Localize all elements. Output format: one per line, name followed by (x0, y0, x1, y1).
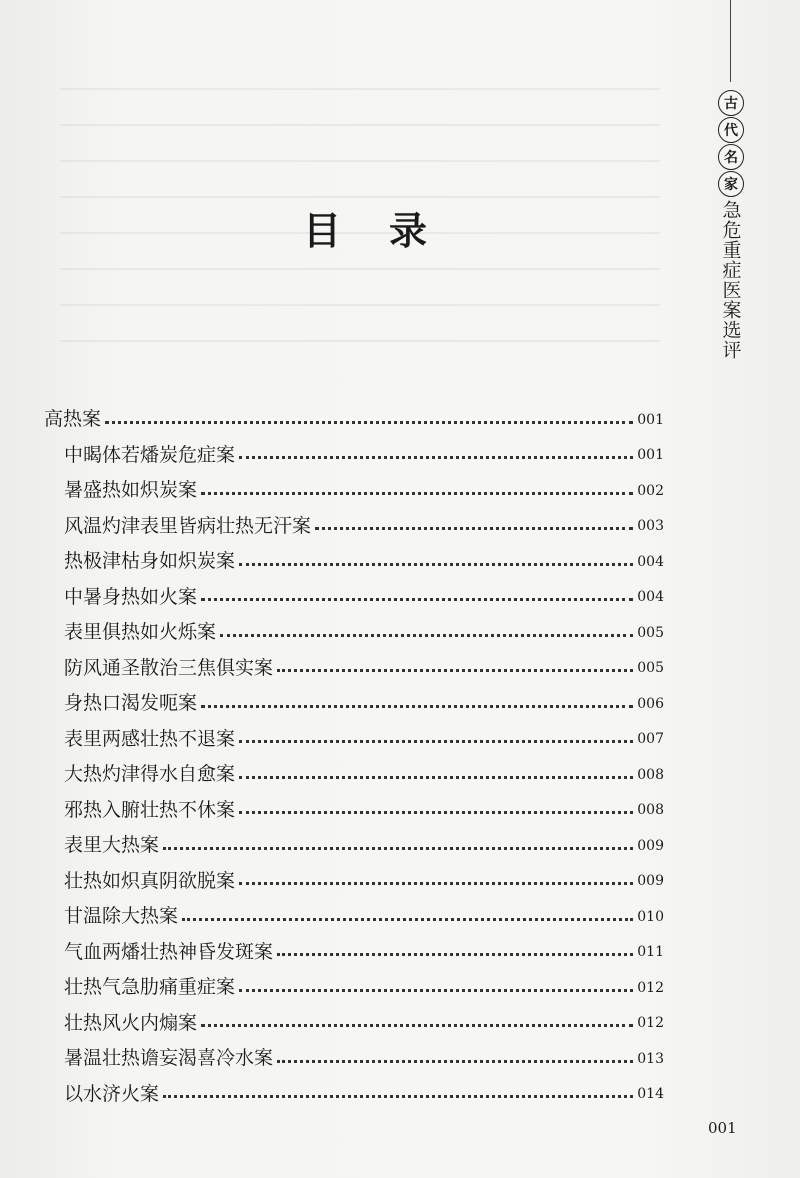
dot-leader (220, 633, 633, 637)
toc-entry-title: 中暑身热如火案 (64, 585, 198, 608)
toc-entry-page: 006 (637, 695, 664, 712)
toc-entry-title: 高热案 (44, 408, 102, 431)
toc-entry-title: 风温灼津表里皆病壮热无汗案 (64, 514, 312, 537)
toc-entry-page: 011 (637, 944, 664, 961)
toc-entry-title: 大热灼津得水自愈案 (64, 763, 236, 786)
toc-entry-page: 007 (637, 731, 664, 748)
toc-entry-page: 012 (637, 1015, 664, 1032)
toc-entry-page: 012 (637, 979, 664, 996)
toc-entry[interactable] (44, 1075, 664, 1111)
dot-leader (277, 952, 633, 956)
dot-leader (239, 881, 633, 885)
toc-entry[interactable] (44, 826, 664, 862)
toc-entry[interactable] (44, 471, 664, 507)
toc-entry[interactable] (44, 400, 664, 436)
table-of-contents (44, 400, 664, 1110)
toc-entry-page: 002 (637, 482, 664, 499)
toc-entry-page: 009 (637, 837, 664, 854)
toc-entry-title: 中暍体若燔炭危症案 (64, 443, 236, 466)
page-title: 目录 (302, 208, 475, 253)
toc-entry-title: 身热口渴发呃案 (64, 692, 198, 715)
toc-entry-page: 001 (637, 411, 664, 428)
toc-entry[interactable] (44, 613, 664, 649)
toc-entry-title: 气血两燔壮热神昏发斑案 (64, 940, 274, 963)
toc-entry[interactable] (44, 933, 664, 969)
dot-leader (315, 526, 633, 530)
dot-leader (239, 562, 633, 566)
toc-entry-page: 005 (637, 624, 664, 641)
toc-entry-page: 004 (637, 553, 664, 570)
side-rule-top (730, 0, 731, 82)
dot-leader (201, 491, 633, 495)
toc-entry-title: 表里俱热如火烁案 (64, 621, 217, 644)
toc-entry-title: 以水济火案 (64, 1082, 160, 1105)
toc-entry-title: 壮热风火内煽案 (64, 1011, 198, 1034)
toc-entry-page: 009 (637, 873, 664, 890)
toc-entry-title: 壮热气急肋痛重症案 (64, 976, 236, 999)
toc-entry[interactable] (44, 1039, 664, 1075)
dot-leader (277, 668, 633, 672)
page-number: 001 (708, 1119, 737, 1137)
toc-entry[interactable] (44, 862, 664, 898)
toc-entry[interactable] (44, 436, 664, 472)
toc-entry-title: 甘温除大热案 (64, 905, 179, 928)
dot-leader (201, 597, 633, 601)
dot-leader (239, 775, 633, 779)
toc-entry-title: 防风通圣散治三焦俱实案 (64, 656, 274, 679)
toc-entry[interactable] (44, 1004, 664, 1040)
series-char: 家 (718, 171, 744, 197)
toc-entry-page: 010 (637, 908, 664, 925)
toc-entry-page: 008 (637, 802, 664, 819)
dot-leader (239, 739, 633, 743)
dot-leader (277, 1059, 633, 1063)
dot-leader (201, 704, 633, 708)
dot-leader (201, 1023, 633, 1027)
toc-entry[interactable] (44, 684, 664, 720)
toc-entry[interactable] (44, 578, 664, 614)
dot-leader (182, 917, 633, 921)
toc-entry-page: 004 (637, 589, 664, 606)
dot-leader (105, 420, 633, 424)
toc-entry-title: 表里两感壮热不退案 (64, 727, 236, 750)
toc-entry[interactable] (44, 720, 664, 756)
series-seal (718, 90, 744, 198)
toc-entry[interactable] (44, 507, 664, 543)
series-char: 代 (718, 117, 744, 143)
dot-leader (163, 1094, 633, 1098)
dot-leader (239, 988, 633, 992)
toc-entry-title: 暑盛热如炽炭案 (64, 479, 198, 502)
toc-entry-page: 003 (637, 518, 664, 535)
toc-entry[interactable] (44, 542, 664, 578)
toc-entry-title: 壮热如炽真阴欲脱案 (64, 869, 236, 892)
toc-entry-title: 暑温壮热谵妄渴喜冷水案 (64, 1047, 274, 1070)
toc-entry-page: 001 (637, 447, 664, 464)
toc-entry[interactable] (44, 649, 664, 685)
toc-entry[interactable] (44, 791, 664, 827)
book-name: 急危重症医案选评 (719, 200, 742, 360)
series-char: 名 (718, 144, 744, 170)
toc-entry-title: 表里大热案 (64, 834, 160, 857)
toc-entry-page: 008 (637, 766, 664, 783)
toc-entry-title: 邪热入腑壮热不休案 (64, 798, 236, 821)
toc-entry-page: 014 (637, 1086, 664, 1103)
series-char: 古 (718, 90, 744, 116)
toc-entry[interactable] (44, 968, 664, 1004)
toc-entry[interactable] (44, 755, 664, 791)
toc-entry-title: 热极津枯身如炽炭案 (64, 550, 236, 573)
dot-leader (239, 455, 633, 459)
toc-entry-page: 013 (637, 1050, 664, 1067)
toc-entry[interactable] (44, 897, 664, 933)
dot-leader (239, 810, 633, 814)
toc-entry-page: 005 (637, 660, 664, 677)
dot-leader (163, 846, 633, 850)
